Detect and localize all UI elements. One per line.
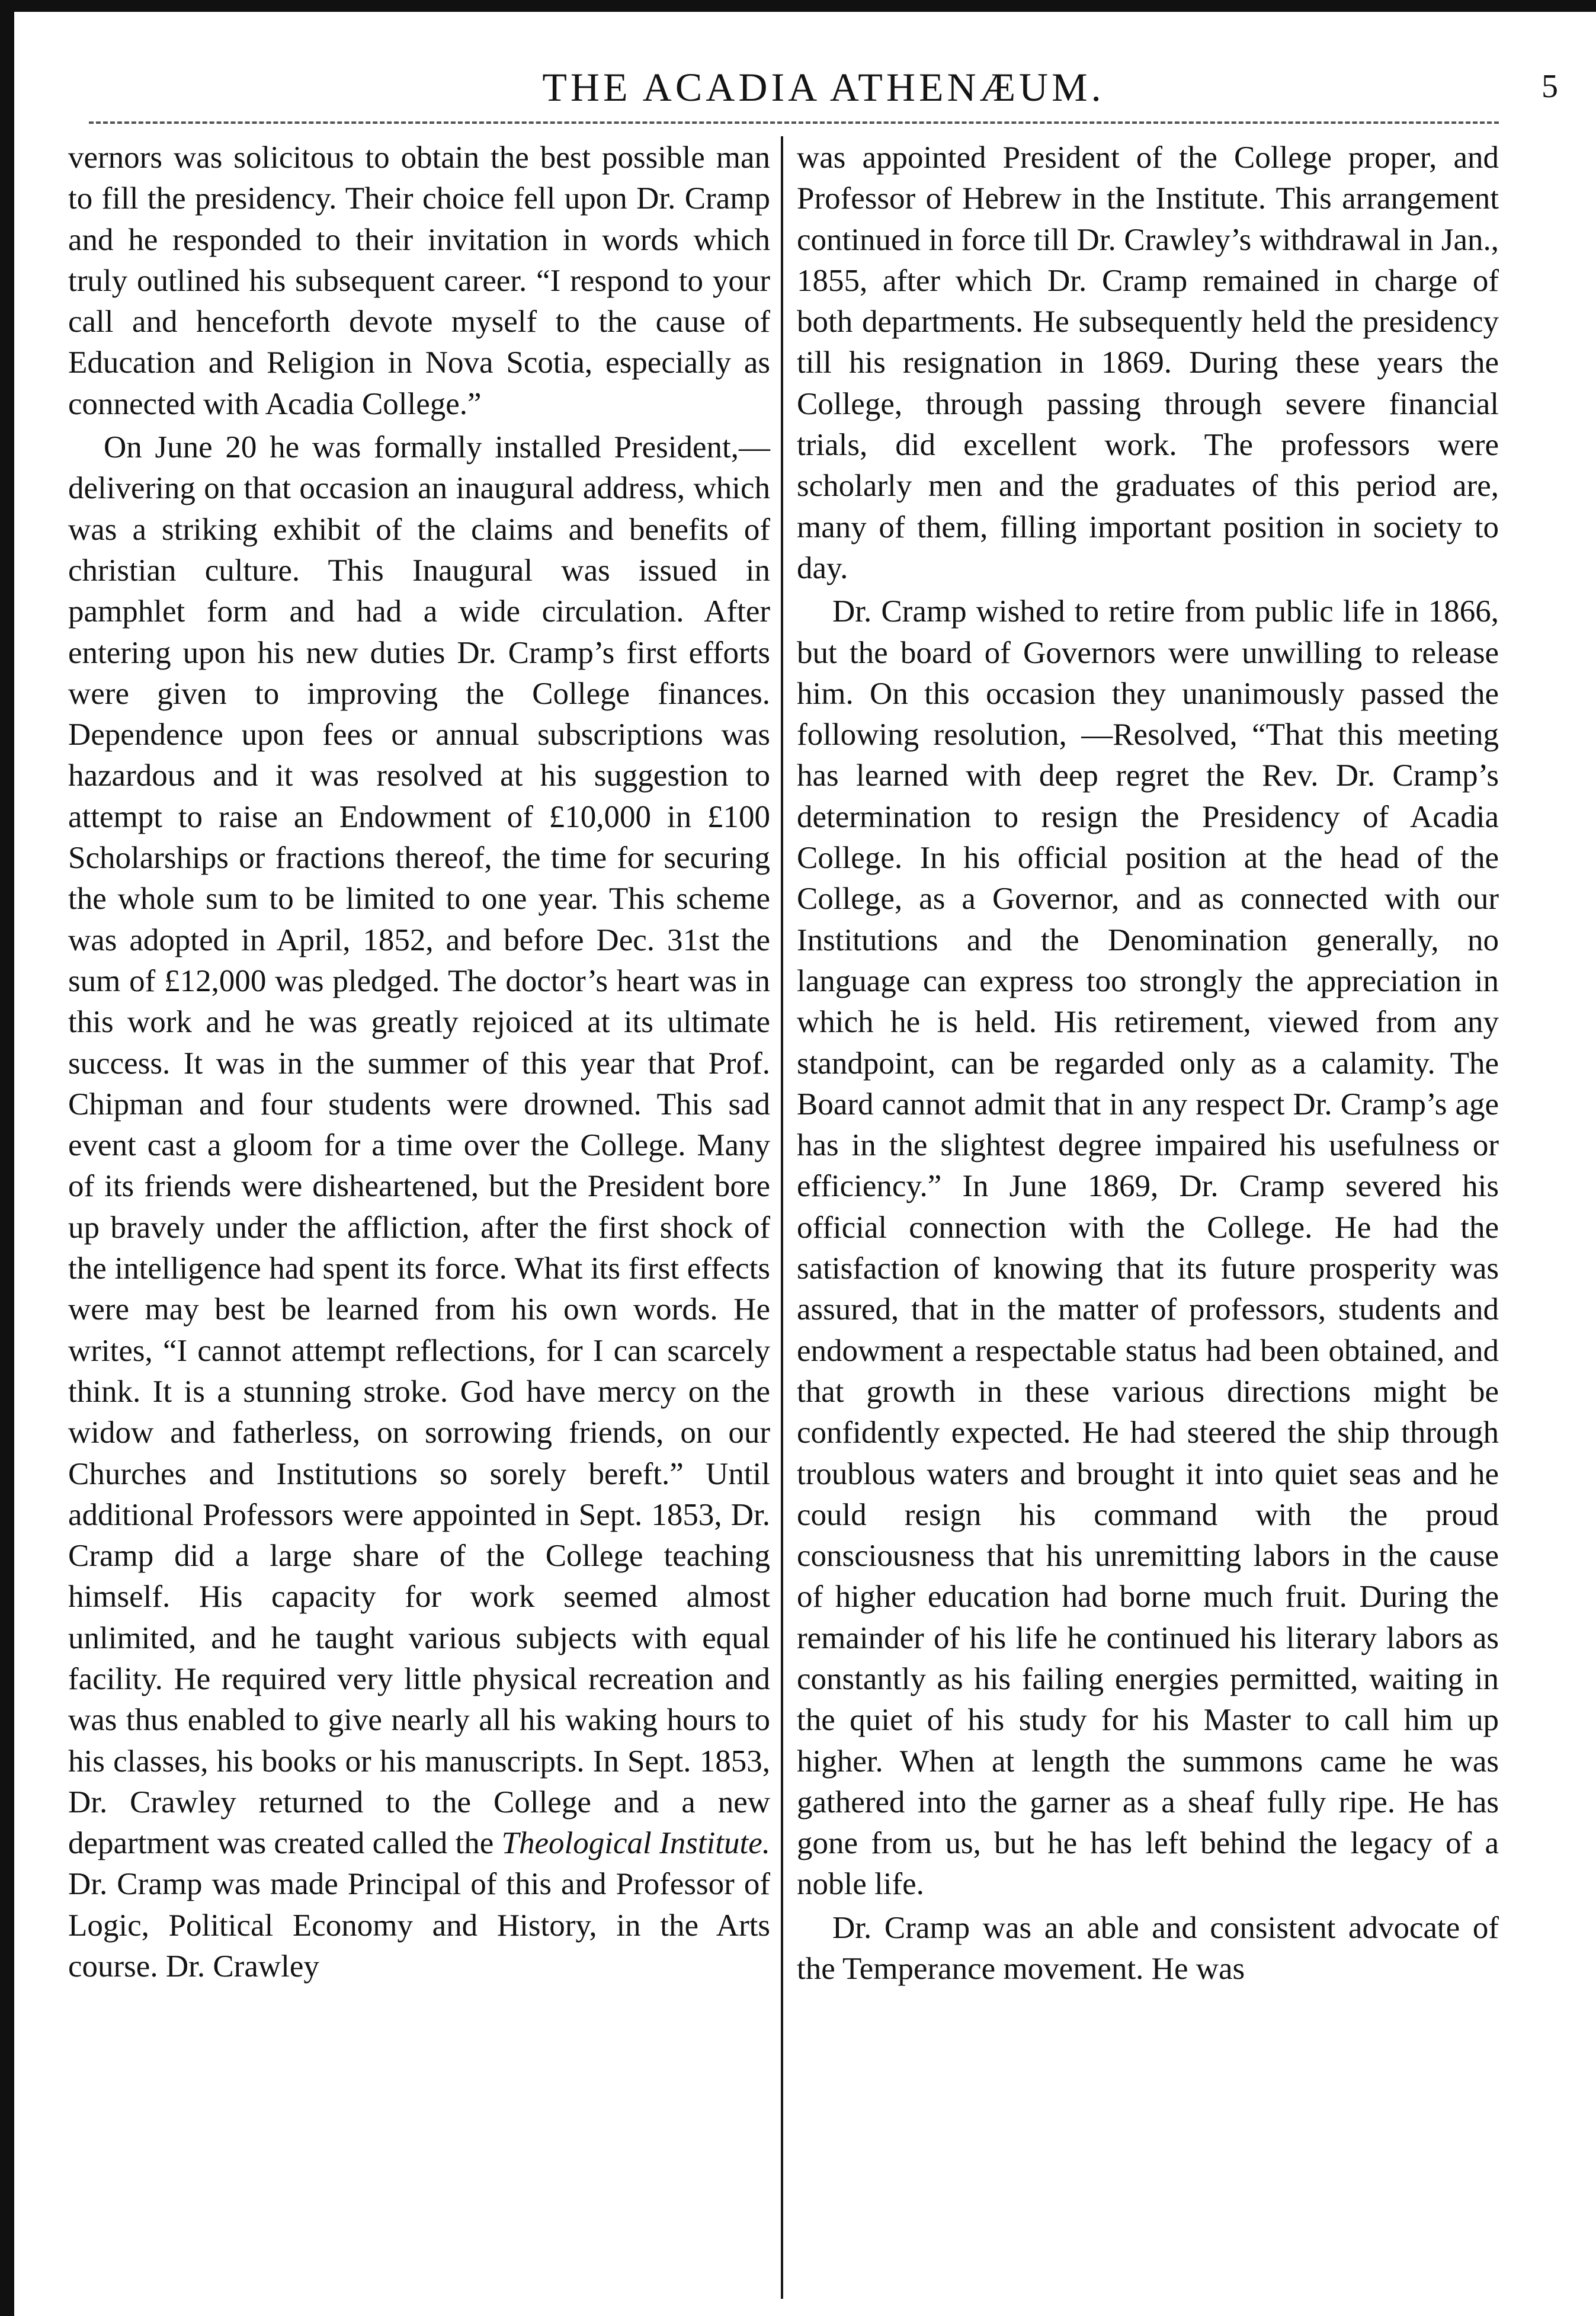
running-title: THE ACADIA ATHENÆUM.	[542, 65, 1105, 110]
left-paragraph-2-end: Dr. Cramp was made Principal of this and Professor of Logic, Political Economy and History, in the Arts course. Dr. Crawley	[68, 1867, 770, 1984]
left-paragraph-2	[68, 427, 770, 1987]
right-paragraph-1: was appointed President of the College proper, and Professor of Hebrew in the Institute. This arrangement continued in force till Dr. Crawley’s withdrawal in Jan., 1855, after which Dr. Cramp remained in charge of both departments. He subsequently held the presidency till his resignation in 1869. During these years the College, through passing through severe financial trials, did excellent work. The professors were scholarly men and the graduates of this period are, many of them, filling important position in society to day.	[797, 140, 1499, 585]
top-border-rule	[0, 0, 1596, 12]
left-column	[68, 137, 770, 1987]
right-paragraph-2: Dr. Cramp wished to retire from public life in 1866, but the board of Governors were unwilling to release him. On this occasion they unanimously passed the following resolution, —Resolved, “That this meeting has learned with deep regret the Rev. Dr. Cramp’s determination to resign the Presidency of Acadia College. In his official position at the head of the College, as a Governor, and as connected with our Institutions and the Denomination generally, no language can express too strongly the appreciation in which he is held. His retirement, viewed from any standpoint, can be regarded only as a calamity. The Board cannot admit that in any respect Dr. Cramp’s age has in the slightest degree impaired his usefulness or efficiency.” In June 1869, Dr. Cramp severed his official connection with the College. He had the satisfaction of knowing that its future prosperity was assured, that in the matter of professors, students and endowment a respectable status had been obtained, and that growth in these various directions might be confidently expected. He had steered the ship through troublous waters and brought it into quiet seas and he could resign his command with the proud consciousness that his unremitting labors in the cause of higher education had borne much fruit. During the remainder of his life he continued his literary labors as constantly as his failing energies permitted, waiting in the quiet of his study for his Master to call him up higher. When at length the summons came he was gathered into the garner as a sheaf fully ripe. He has gone from us, but he has left behind the legacy of a noble life.	[797, 594, 1499, 1902]
left-paragraph-1: vernors was solicitous to obtain the best possible man to fill the presidency. Their choice fell upon Dr. Cramp and he responded to their invitation in words which truly outlined his subsequent career. “I respond to your call and henceforth devote myself to the cause of Education and Religion in Nova Scotia, especially as connected with Acadia College.”	[68, 140, 770, 421]
left-border-rule	[0, 0, 14, 2316]
page-number: 5	[1541, 68, 1558, 105]
header-divider	[89, 121, 1499, 124]
left-paragraph-2-text: On June 20 he was formally installed President,—delivering on that occasion an inaugural address, which was a striking exhibit of the claims and benefits of christian culture. This Inaugural was issued in pamphlet form and had a wide circulation. After entering upon his new duties Dr. Cramp’s first efforts were given to improving the College finances. Dependence upon fees or annual subscriptions was hazardous and it was resolved at his suggestion to attempt to raise an Endowment of £10,000 in £100 Scholarships or fractions thereof, the time for securing the whole sum to be limited to one year. This scheme was adopted in April, 1852, and before Dec. 31st the sum of £12,000 was pledged. The doctor’s heart was in this work and he was greatly rejoiced at its ultimate success. It was in the summer of this year that Prof. Chipman and four students were drowned. This sad event cast a gloom for a time over the College. Many of its friends were disheartened, but the President bore up bravely under the affliction, after the first shock of the intelligence had spent its force. What its first effects were may best be learned from his own words. He writes, “I cannot attempt reflections, for I can scarcely think. It is a stunning stroke. God have mercy on the widow and fatherless, on sorrowing friends, on our Churches and Institutions so sorely bereft.” Until additional Professors were appointed in Sept. 1853, Dr. Cramp did a large share of the College teaching himself. His capacity for work seemed almost unlimited, and he taught various subjects with equal facility. He required very little physical recreation and was thus enabled to give nearly all his waking hours to his classes, his books or his manuscripts. In Sept. 1853, Dr. Crawley returned to the College and a new department was created called the	[68, 430, 770, 1861]
theological-institute-italic: Theological Institute.	[501, 1826, 770, 1861]
right-column	[797, 137, 1499, 1990]
right-paragraph-3: Dr. Cramp was an able and consistent advocate of the Temperance movement. He was	[797, 1910, 1499, 1987]
column-divider	[781, 136, 783, 2299]
page-header	[71, 53, 1576, 110]
